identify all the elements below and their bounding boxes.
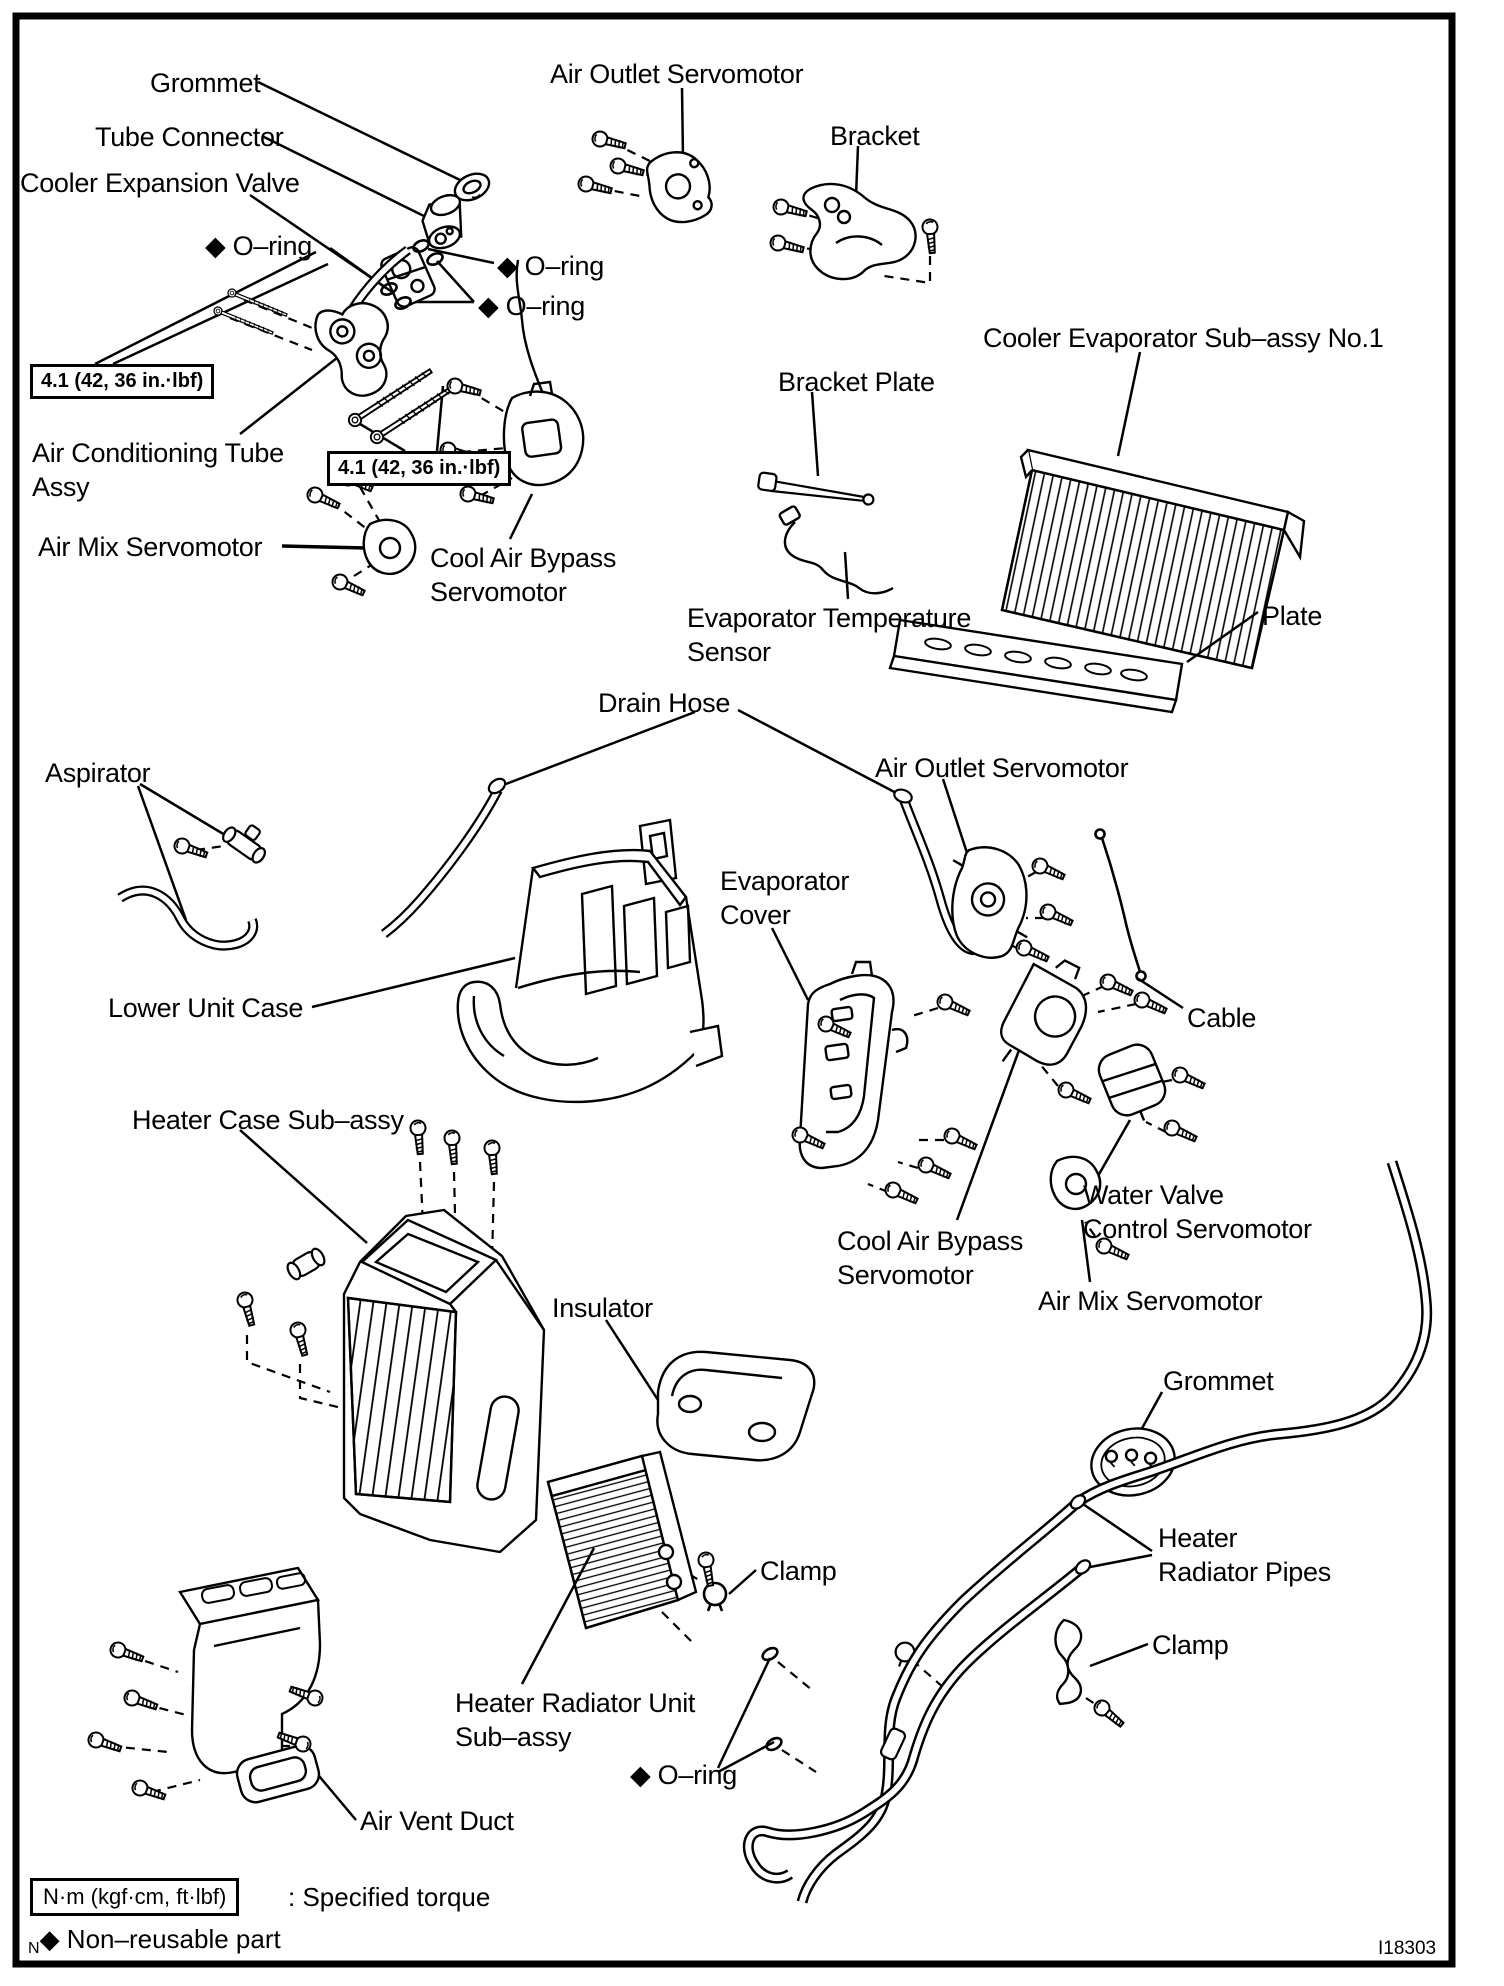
label-oring-1: ◆ O–ring xyxy=(205,231,312,261)
label-cooler-evaporator: Cooler Evaporator Sub–assy No.1 xyxy=(983,323,1384,353)
label-line: Heater Radiator Unit xyxy=(455,1688,696,1718)
label-line: Cool Air Bypass xyxy=(837,1226,1024,1256)
label-cool-air-bypass-top xyxy=(430,541,616,609)
screw-icon xyxy=(108,1640,145,1666)
screw-icon xyxy=(591,130,627,153)
bracket-part xyxy=(803,184,915,279)
bracket-plate-part xyxy=(758,472,875,505)
insulator-part xyxy=(657,1352,814,1460)
label-line: Sensor xyxy=(687,637,771,667)
label-heater-radiator-unit xyxy=(455,1686,695,1754)
diamond-icon: ◆ xyxy=(39,1924,60,1954)
label-line: Assy xyxy=(32,472,90,502)
label-line: Heater xyxy=(1158,1523,1238,1553)
evaporator-cover-part xyxy=(800,962,908,1168)
screw-icon xyxy=(410,1120,428,1155)
legend-nonreusable-marker: N xyxy=(28,1940,40,1957)
bolt-icon xyxy=(368,383,456,446)
screw-icon xyxy=(86,1730,123,1756)
label-heater-radiator-pipes xyxy=(1158,1521,1331,1589)
aspirator-part xyxy=(120,815,275,946)
label-cool-air-bypass-mid xyxy=(837,1224,1023,1292)
label-line: Water Valve xyxy=(1083,1180,1224,1210)
label-line: Servomotor xyxy=(430,577,567,607)
label-air-conditioning-tube-assy xyxy=(32,436,284,504)
label-air-outlet-servomotor-top: Air Outlet Servomotor xyxy=(550,59,804,89)
label-evaporator-temperature-sensor xyxy=(687,601,971,669)
label-cable: Cable xyxy=(1187,1003,1257,1033)
label-oring-3: ◆ O–ring xyxy=(478,291,585,321)
clamp-bracket-part xyxy=(1055,1620,1081,1704)
screw-icon xyxy=(1030,856,1067,884)
clamp-ring-part xyxy=(704,1583,726,1611)
label-air-mix-servomotor-mid: Air Mix Servomotor xyxy=(1038,1286,1263,1316)
figure-id: I18303 xyxy=(1378,1938,1437,1959)
evaporator-temperature-sensor-part xyxy=(779,505,893,593)
legend-nonreusable-label: Non–reusable part xyxy=(66,1924,281,1954)
cooler-evaporator-part xyxy=(1002,450,1304,668)
legend-torque-box: N·m (kgf·cm, ft·lbf) xyxy=(30,1878,239,1916)
label-aspirator: Aspirator xyxy=(45,758,151,788)
label-line: Radiator Pipes xyxy=(1158,1557,1331,1587)
label-line: Servomotor xyxy=(837,1260,974,1290)
screw-icon xyxy=(289,1321,312,1357)
torque-spec-box-1: 4.1 (42, 36 in.·lbf) xyxy=(30,364,214,399)
screw-icon xyxy=(236,1291,259,1327)
label-clamp-2: Clamp xyxy=(1152,1630,1229,1660)
label-lower-unit-case: Lower Unit Case xyxy=(108,993,304,1023)
heater-radiator-unit-part xyxy=(548,1452,696,1628)
screw-icon xyxy=(1091,1697,1126,1730)
label-evaporator-cover xyxy=(720,864,849,932)
label-air-outlet-servomotor-mid: Air Outlet Servomotor xyxy=(875,753,1129,783)
label-oring-2: ◆ O–ring xyxy=(497,251,604,281)
label-tube-connector: Tube Connector xyxy=(95,122,284,152)
air-outlet-servomotor-top-part xyxy=(644,147,715,227)
screw-icon xyxy=(1038,902,1075,930)
screw-icon xyxy=(1014,938,1051,966)
label-grommet-bottom: Grommet xyxy=(1163,1366,1274,1396)
label-heater-case: Heater Case Sub–assy xyxy=(132,1105,404,1135)
heater-case-elbow-part xyxy=(285,1247,327,1282)
screw-icon xyxy=(130,1778,167,1804)
label-line: Sub–assy xyxy=(455,1722,572,1752)
label-line: Air Conditioning Tube xyxy=(32,438,284,468)
screw-icon xyxy=(922,219,940,254)
screw-icon xyxy=(916,1155,953,1183)
screw-icon xyxy=(1162,1118,1199,1146)
legend-nonreusable xyxy=(28,1922,281,1966)
screw-icon xyxy=(772,198,808,221)
label-line: Cool Air Bypass xyxy=(430,543,617,573)
label-drain-hose: Drain Hose xyxy=(598,688,731,718)
screw-icon xyxy=(1098,972,1135,1000)
oring-part xyxy=(765,1736,784,1753)
screw-icon xyxy=(305,485,342,513)
screw-icon xyxy=(697,1551,718,1587)
screw-icon xyxy=(446,377,482,400)
label-water-valve xyxy=(1083,1178,1312,1246)
label-cooler-expansion-valve: Cooler Expansion Valve xyxy=(20,168,300,198)
air-mix-servomotor-top-part xyxy=(364,520,415,574)
label-air-vent-duct: Air Vent Duct xyxy=(360,1806,514,1836)
screw-icon xyxy=(1170,1065,1207,1093)
drain-hose-left-part xyxy=(384,776,508,934)
screw-icon xyxy=(769,234,805,257)
water-valve-control-servomotor-part xyxy=(1094,1040,1174,1130)
air-vent-duct-part xyxy=(180,1568,322,1806)
screw-icon xyxy=(577,175,613,198)
legend-torque-label: : Specified torque xyxy=(288,1882,491,1912)
label-clamp-1: Clamp xyxy=(760,1556,837,1586)
label-line: Evaporator Temperature xyxy=(687,603,972,633)
screw-icon xyxy=(609,157,645,180)
screw-icon xyxy=(883,1180,920,1208)
label-line: Evaporator xyxy=(720,866,850,896)
label-insulator: Insulator xyxy=(552,1293,653,1323)
screw-icon xyxy=(484,1140,502,1175)
screw-icon xyxy=(942,1126,979,1154)
screw-icon xyxy=(444,1130,462,1165)
cable-part xyxy=(1096,830,1146,981)
screw-icon xyxy=(330,572,367,600)
label-grommet-top: Grommet xyxy=(150,68,261,98)
label-line: Control Servomotor xyxy=(1083,1214,1312,1244)
screw-icon xyxy=(122,1688,159,1714)
label-oring-bottom: ◆ O–ring xyxy=(630,1760,737,1790)
label-bracket-plate: Bracket Plate xyxy=(778,367,935,397)
heater-case-part xyxy=(344,1210,544,1552)
oring-part xyxy=(761,1646,780,1663)
label-bracket: Bracket xyxy=(830,121,920,151)
label-line: Cover xyxy=(720,900,791,930)
label-air-mix-servomotor-top: Air Mix Servomotor xyxy=(38,532,263,562)
screw-icon xyxy=(935,992,972,1020)
screw-icon xyxy=(1056,1080,1093,1108)
label-plate: Plate xyxy=(1262,601,1323,631)
torque-spec-box-2: 4.1 (42, 36 in.·lbf) xyxy=(327,451,511,486)
screw-icon xyxy=(459,485,495,508)
cool-air-bypass-servomotor-mid-part xyxy=(991,948,1101,1083)
